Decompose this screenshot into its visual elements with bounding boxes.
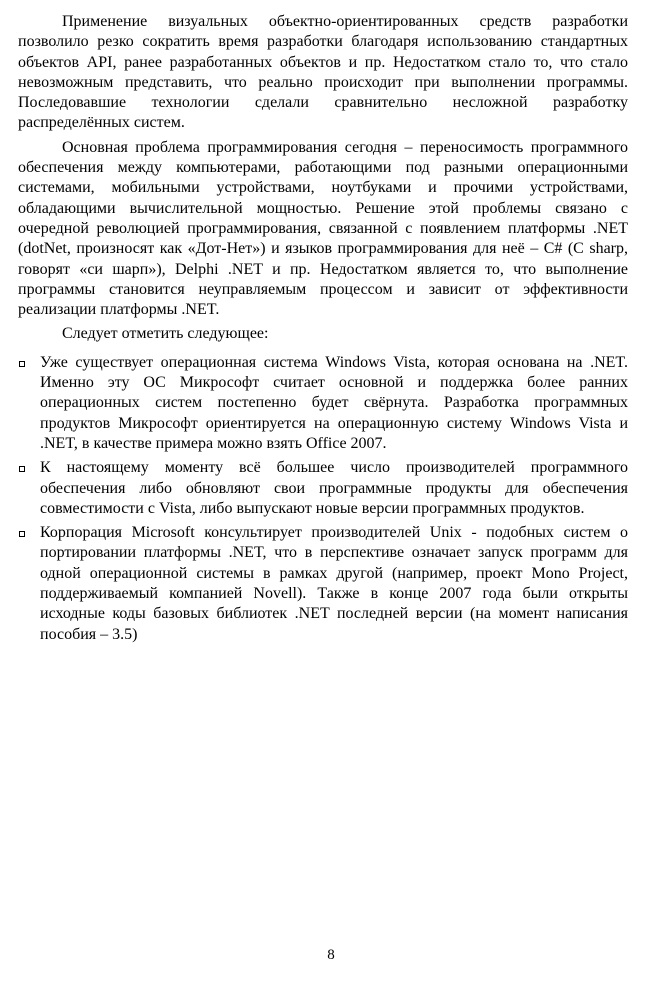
square-bullet-icon bbox=[19, 361, 25, 367]
bullet-text: Корпорация Microsoft консультирует производителей Unix - подобных систем о портировании платформы .NET, что в перспективе означает запуск программ для одной операционной системы в рамках другой (например, проект Mono Project, поддерживаемый компанией Novell). Также в конце 2007 года были открыты исходные коды базовых библиотек .NET последней версии (на момент написания пособия – 3.5) bbox=[40, 524, 628, 643]
bullet-text: Уже существует операционная система Windows Vista, которая основана на .NET. Именно эту ОС Микрософт считает основной и поддержка более ранних операционных систем постепенно будет свёрнута. Разработка программных продуктов Микрософт ориентируется на операционную систему Windows Vista и .NET, в качестве примера можно взять Office 2007. bbox=[40, 353, 628, 452]
bullet-item-vista-compatibility bbox=[18, 458, 628, 519]
bullet-text: К настоящему моменту всё большее число производителей программного обеспечения либо обновляют свои программные продукты для обеспечения совместимости с Vista, либо выпускают новые версии программных продуктов. bbox=[40, 459, 628, 517]
square-bullet-icon bbox=[19, 466, 25, 472]
bullet-item-unix-porting bbox=[18, 523, 628, 645]
bullet-item-windows-vista bbox=[18, 353, 628, 454]
paragraph-note-intro: Следует отметить следующее: bbox=[62, 325, 269, 343]
square-bullet-icon bbox=[19, 531, 25, 537]
paragraph-portability-problem: Основная проблема программирования сегодня – переносимость программного обеспечения между компьютерами, работающими под разными операционными системами, мобильными устройствами, ноутбуками и прочими устройствами, обладающими вычислительной мощностью. Решение этой проблемы связано с очередной революцией программирования, связанной с появлением платформы .NET (dotNet, произносят как «Дот-Нет») и языков программирования для неё – C# (C sharp, говорят «си шарп»), Delphi .NET и пр. Недостатком является то, что выполнение программы становится неуправляемым процессом и зависит от эффективности реализации платформы .NET. bbox=[18, 138, 628, 319]
document-page bbox=[18, 12, 628, 649]
paragraph-visual-tools: Применение визуальных объектно-ориентированных средств разработки позволило резко сократить время разработки благодаря использованию стандартных объектов API, ранее разработанных объектов и пр. Недостатком стало то, что стало невозможным представить, что реально происходит при выполнении программы. Последовавшие технологии сделали сравнительно несложной разработку распределённых систем. bbox=[18, 13, 628, 132]
page-number: 8 bbox=[327, 947, 335, 963]
bullet-list bbox=[18, 353, 628, 645]
